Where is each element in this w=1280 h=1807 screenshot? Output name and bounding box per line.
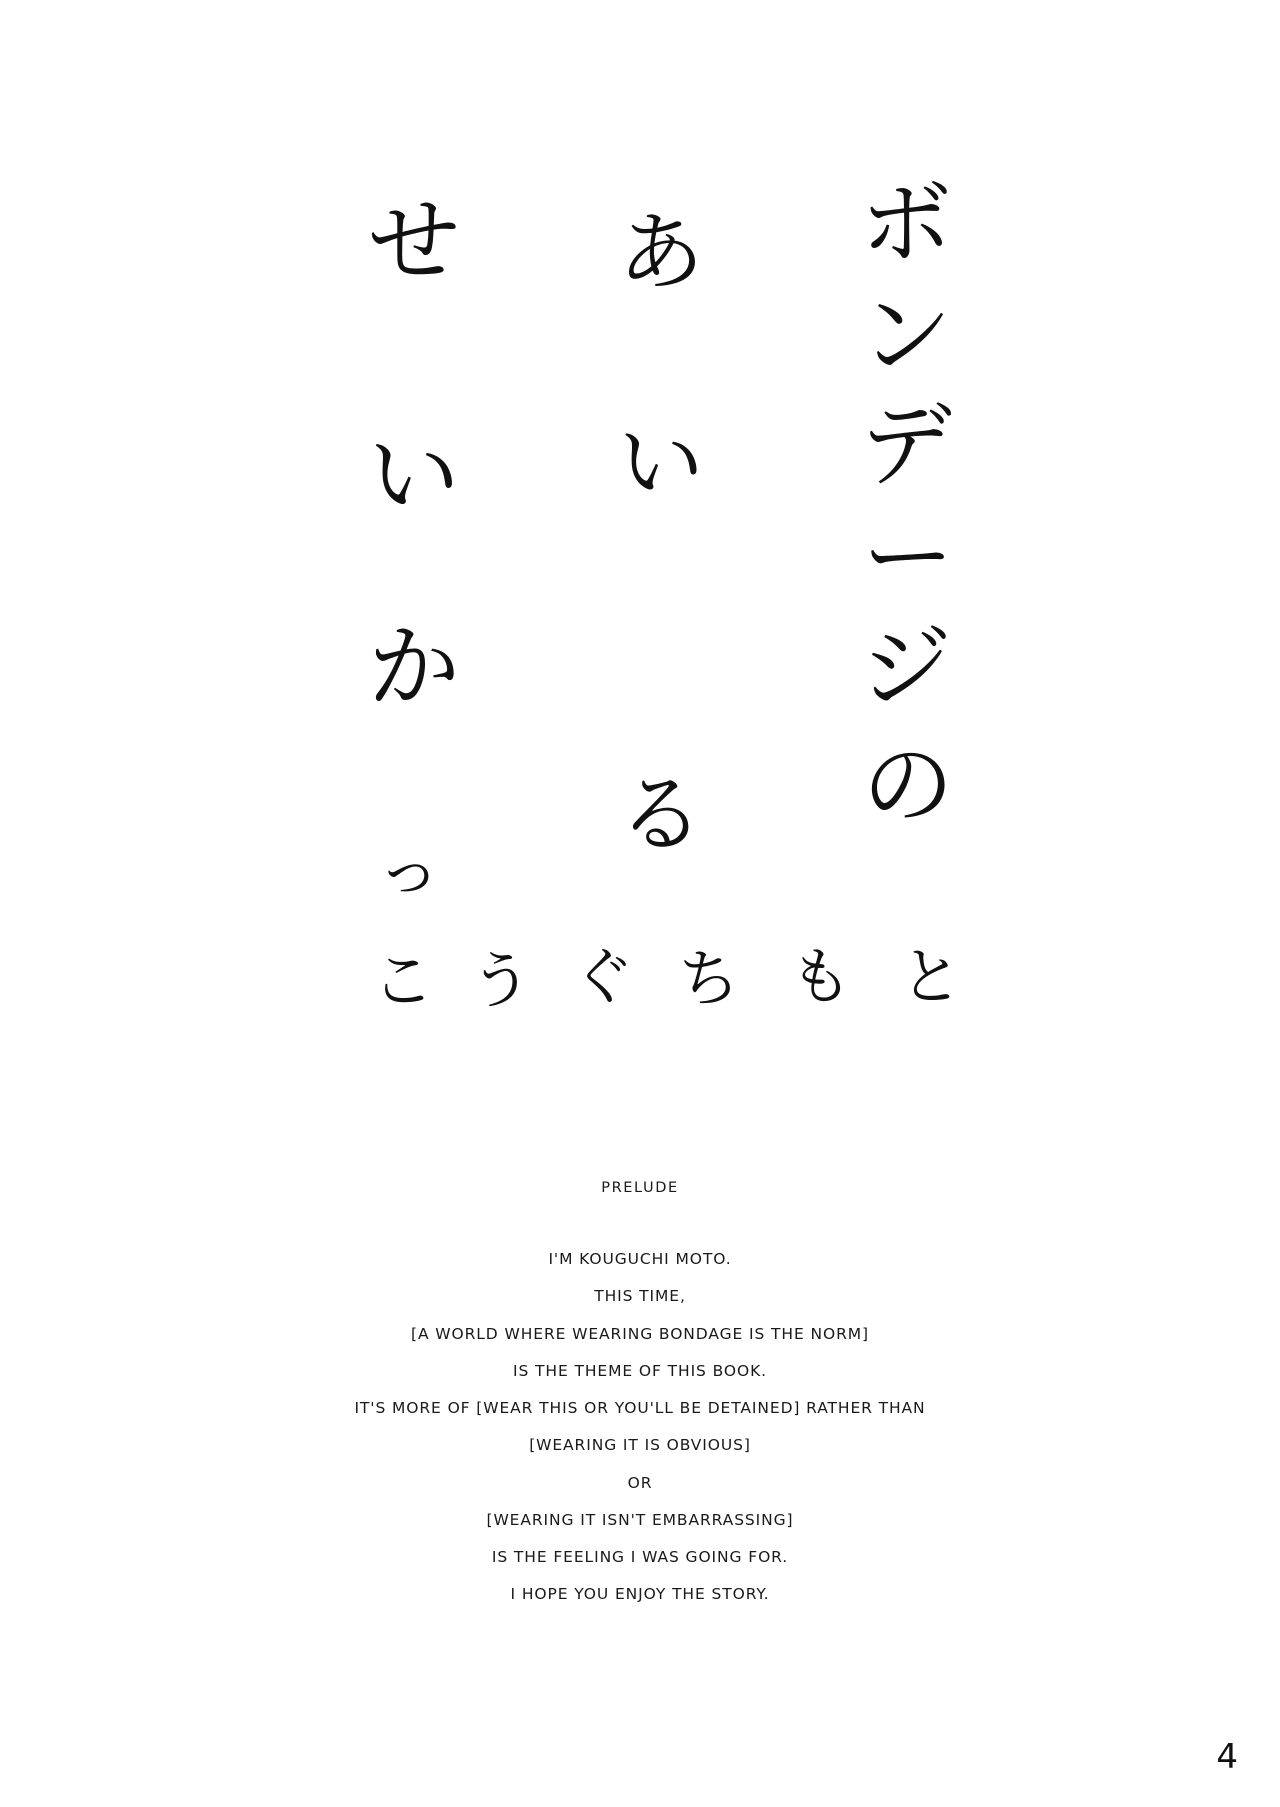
author-char-chi: ち bbox=[678, 942, 741, 1015]
title-char-ru: る bbox=[618, 765, 704, 865]
prelude-line: [WEARING IT IS OBVIOUS] bbox=[529, 1436, 751, 1455]
title-char-i: い bbox=[368, 422, 461, 529]
title-char-se: せ bbox=[368, 188, 461, 295]
title-char-small-tsu: っ bbox=[378, 834, 441, 907]
author-char-to: と bbox=[900, 940, 963, 1013]
prelude-heading: PRELUDE bbox=[601, 1180, 679, 1196]
title-char-dash: ー bbox=[862, 504, 955, 611]
prelude-line: THIS TIME, bbox=[594, 1287, 686, 1306]
author-char-mo: も bbox=[790, 940, 853, 1013]
title-char-i2: い bbox=[618, 413, 704, 513]
prelude-line: IS THE THEME OF THIS BOOK. bbox=[513, 1361, 767, 1380]
title-char-no: の bbox=[862, 732, 955, 839]
prelude-line: [WEARING IT ISN'T EMBARRASSING] bbox=[486, 1510, 794, 1529]
prelude-line: IS THE FEELING I WAS GOING FOR. bbox=[491, 1548, 789, 1566]
author-char-u: う bbox=[470, 944, 533, 1017]
prelude-line: IT'S MORE OF [WEAR THIS OR YOU'LL BE DETAINED] RATHER THAN bbox=[354, 1399, 926, 1417]
prelude-block bbox=[0, 1180, 1280, 1621]
title-char-ka: か bbox=[368, 614, 461, 721]
author-char-ko: こ bbox=[372, 944, 435, 1017]
author-char-gu: ぐ bbox=[572, 940, 635, 1013]
page-number: 4 bbox=[1216, 1737, 1238, 1777]
title-char-bo: ボ bbox=[860, 170, 953, 277]
prelude-line: I HOPE YOU ENJOY THE STORY. bbox=[510, 1585, 770, 1604]
prelude-line: OR bbox=[627, 1473, 653, 1492]
title-char-n: ン bbox=[860, 282, 953, 389]
prelude-line: [A WORLD WHERE WEARING BONDAGE IS THE NORM] bbox=[411, 1324, 869, 1343]
title-char-ji: ジ bbox=[860, 614, 953, 721]
title-char-de: デ bbox=[860, 392, 953, 499]
prelude-line: I'M KOUGUCHI MOTO. bbox=[548, 1250, 732, 1268]
title-char-a: あ bbox=[618, 203, 704, 303]
